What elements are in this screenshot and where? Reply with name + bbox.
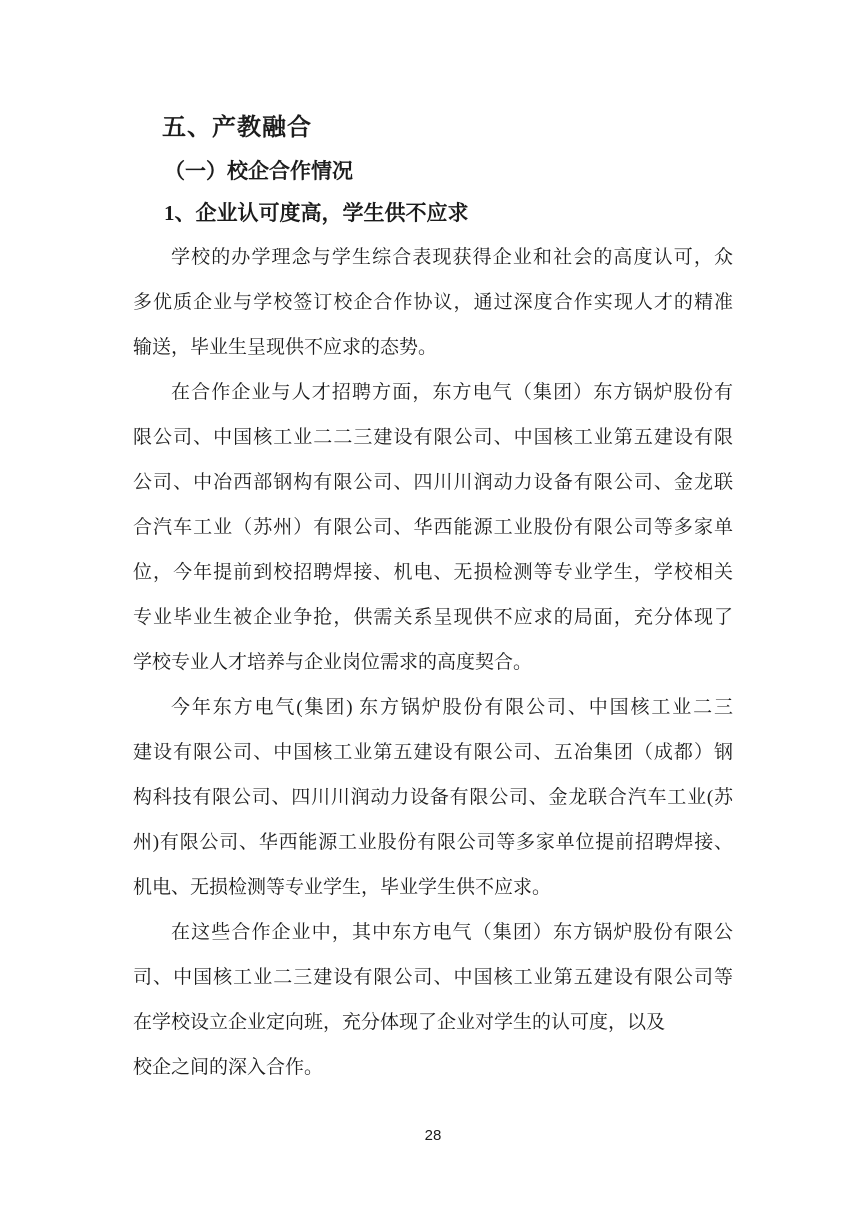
chapter-heading: 五、产教融合 (162, 115, 312, 141)
paragraph-line: 输送，毕业生呈现供不应求的态势。 (133, 337, 438, 358)
paragraph-line: 公司、中冶西部钢构有限公司、四川川润动力设备有限公司、金龙联 (133, 472, 733, 493)
paragraph-line: 建设有限公司、中国核工业第五建设有限公司、五冶集团（成都）钢 (133, 742, 733, 763)
paragraph-line: 司、中国核工业二三建设有限公司、中国核工业第五建设有限公司等 (133, 967, 733, 988)
paragraph-line: 多优质企业与学校签订校企合作协议，通过深度合作实现人才的精准 (133, 292, 733, 313)
paragraph-line: 学校专业人才培养与企业岗位需求的高度契合。 (133, 652, 533, 673)
paragraph-line: 限公司、中国核工业二二三建设有限公司、中国核工业第五建设有限 (133, 427, 733, 448)
paragraph-line: 机电、无损检测等专业学生，毕业学生供不应求。 (133, 877, 552, 898)
section-heading: （一）校企合作情况 (164, 159, 353, 183)
paragraph-line: 今年东方电气(集团) 东方锅炉股份有限公司、中国核工业二三 (171, 697, 733, 718)
paragraph-line: 专业毕业生被企业争抢，供需关系呈现供不应求的局面，充分体现了 (133, 607, 733, 628)
page-number: 28 (424, 1127, 442, 1144)
body-text (133, 235, 733, 1090)
sub-heading: 1、企业认可度高，学生供不应求 (164, 201, 469, 225)
paragraph-line: 学校的办学理念与学生综合表现获得企业和社会的高度认可，众 (171, 247, 733, 268)
paragraph-line: 州)有限公司、华西能源工业股份有限公司等多家单位提前招聘焊接、 (133, 832, 733, 853)
paragraph-line: 在学校设立企业定向班，充分体现了企业对学生的认可度，以及 (133, 1012, 666, 1033)
paragraph-line: 在合作企业与人才招聘方面，东方电气（集团）东方锅炉股份有 (171, 382, 733, 403)
paragraph-line: 位，今年提前到校招聘焊接、机电、无损检测等专业学生，学校相关 (133, 562, 733, 583)
paragraph-line: 构科技有限公司、四川川润动力设备有限公司、金龙联合汽车工业(苏 (133, 787, 733, 808)
paragraph-line: 在这些合作企业中，其中东方电气（集团）东方锅炉股份有限公 (171, 922, 733, 943)
paragraph-line: 校企之间的深入合作。 (133, 1057, 324, 1078)
paragraph-line: 合汽车工业（苏州）有限公司、华西能源工业股份有限公司等多家单 (133, 517, 733, 538)
